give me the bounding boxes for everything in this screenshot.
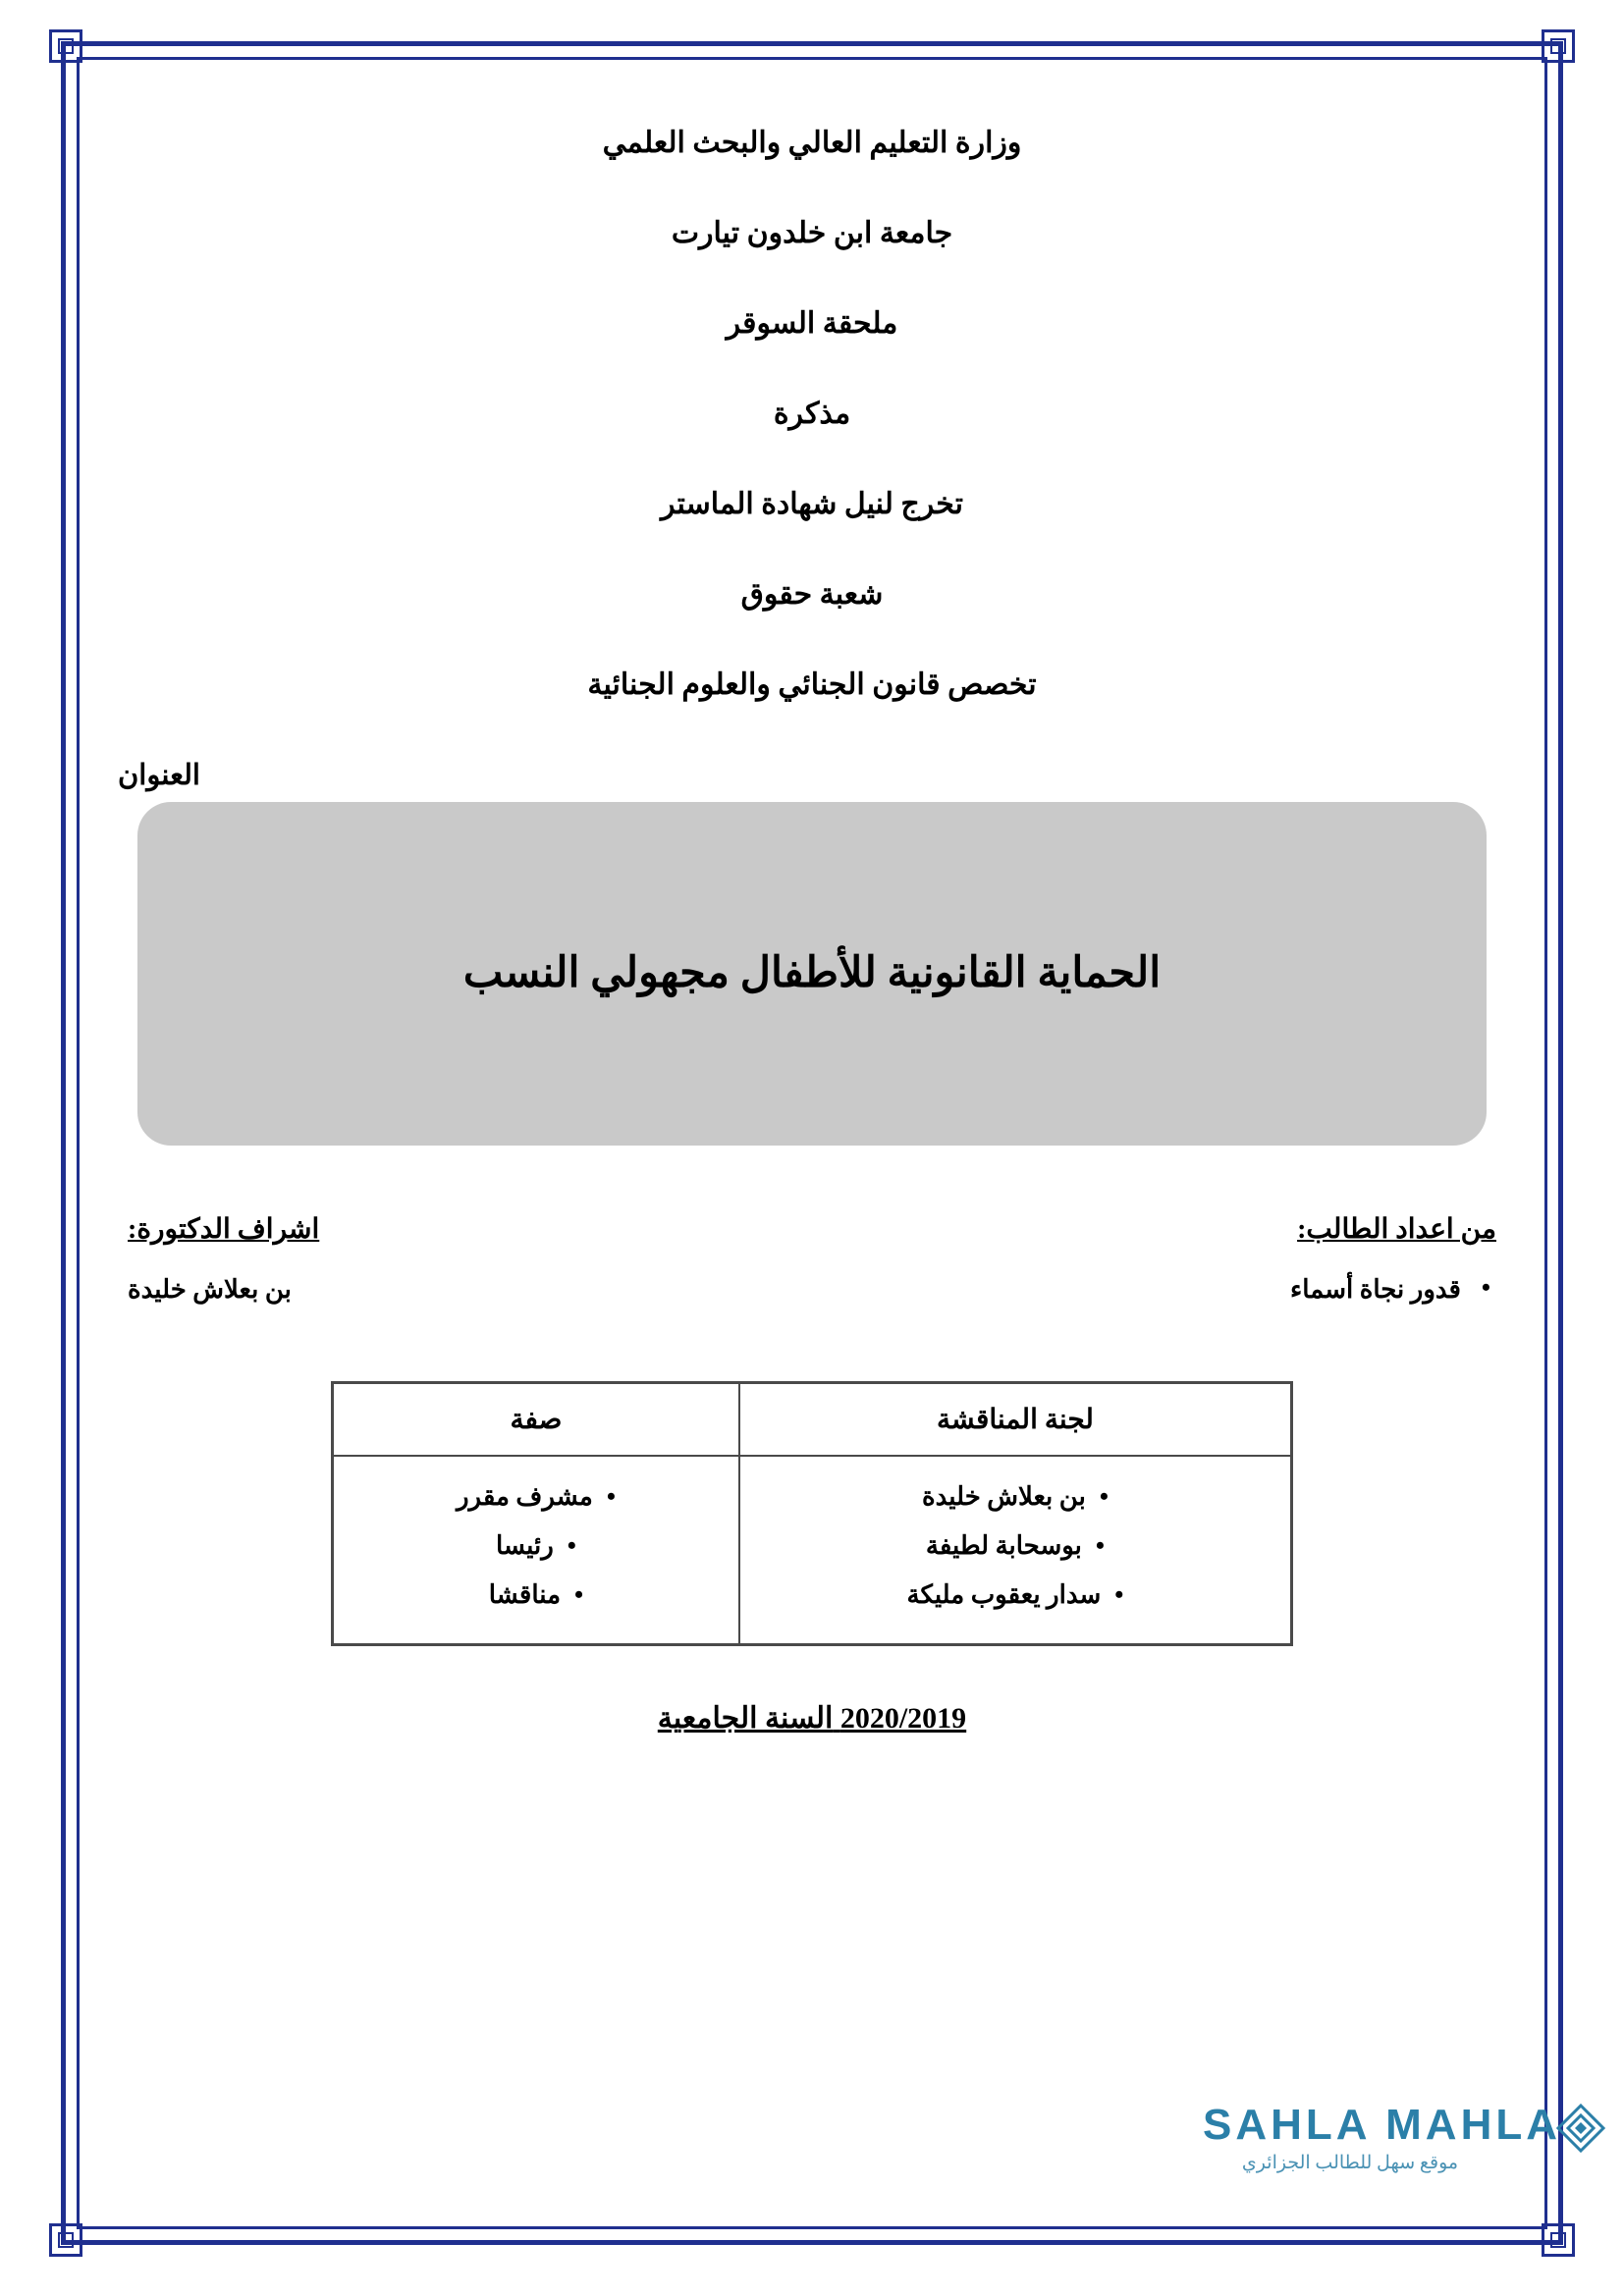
student-section: [867, 1212, 1496, 1305]
bullet-icon: •: [1099, 1482, 1109, 1511]
authorship-row: [108, 1212, 1516, 1305]
table-header-row: [333, 1383, 1292, 1457]
list-item: [334, 1571, 738, 1620]
academic-year: [108, 1701, 1516, 1735]
list-item: [740, 1571, 1290, 1620]
header-line-specialty: تخصص قانون الجنائي والعلوم الجنائية: [587, 668, 1037, 701]
list-item: [740, 1472, 1290, 1522]
header-line-university: جامعة ابن خلدون تيارت: [671, 217, 953, 249]
jury-roles-list: [334, 1472, 738, 1620]
jury-members-cell: [739, 1456, 1292, 1645]
watermark-subtext: موقع سهل للطالب الجزائري: [1241, 2153, 1459, 2173]
header-line-degree: تخرج لنيل شهادة الماستر: [661, 488, 963, 520]
jury-member-name: سدار يعقوب مليكة: [906, 1580, 1102, 1609]
corner-ornament-bottom-right: [1542, 2223, 1575, 2257]
watermark: [1139, 2101, 1561, 2218]
table-row: [333, 1456, 1292, 1645]
title-label: العنوان: [118, 760, 200, 791]
list-item: [334, 1522, 738, 1571]
supervisor-heading: اشراف الدكتورة:: [128, 1214, 320, 1245]
student-name: • قدور نجاة أسماء: [1290, 1275, 1496, 1305]
watermark-logo-icon: [1555, 2103, 1606, 2154]
academic-year-label: السنة الجامعية: [657, 1702, 834, 1735]
jury-role: مشرف مقرر: [456, 1482, 593, 1511]
bullet-icon: •: [1095, 1531, 1106, 1560]
bullet-icon: •: [606, 1482, 616, 1511]
institution-header: [108, 126, 1516, 703]
jury-member-name: بن بعلاش خليدة: [921, 1482, 1086, 1511]
jury-role: رئيسا: [496, 1531, 554, 1560]
page-content: [108, 98, 1516, 2198]
title-box: [137, 802, 1487, 1146]
bullet-icon: •: [1114, 1580, 1124, 1609]
supervisor-section: [128, 1212, 757, 1305]
list-item: [740, 1522, 1290, 1571]
bullet-icon: •: [567, 1531, 576, 1560]
corner-ornament-top-left: [49, 29, 82, 63]
corner-ornament-top-right: [1542, 29, 1575, 63]
watermark-text: SAHLA MAHLA: [1203, 2101, 1561, 2149]
supervisor-name: بن بعلاش خليدة: [128, 1275, 292, 1304]
header-line-document-type: مذكرة: [773, 398, 851, 430]
column-header-jury: لجنة المناقشة: [739, 1383, 1292, 1457]
jury-role: مناقشا: [488, 1580, 562, 1609]
corner-ornament-bottom-left: [49, 2223, 82, 2257]
bullet-icon: •: [574, 1580, 584, 1609]
header-line-annex: ملحقة السوقر: [726, 307, 898, 340]
jury-member-name: بوسحابة لطيفة: [925, 1531, 1082, 1560]
jury-roles-cell: [333, 1456, 739, 1645]
academic-year-value: 2020/2019: [839, 1702, 967, 1735]
jury-members-list: [740, 1472, 1290, 1620]
header-line-ministry: وزارة التعليم العالي والبحث العلمي: [602, 127, 1022, 159]
jury-table: [331, 1381, 1293, 1646]
list-item: [334, 1472, 738, 1522]
column-header-role: صفة: [333, 1383, 739, 1457]
student-heading: من اعداد الطالب:: [1297, 1214, 1496, 1245]
header-line-branch: شعبة حقوق: [740, 578, 884, 611]
page-title: الحماية القانونية للأطفال مجهولي النسب: [462, 949, 1162, 996]
